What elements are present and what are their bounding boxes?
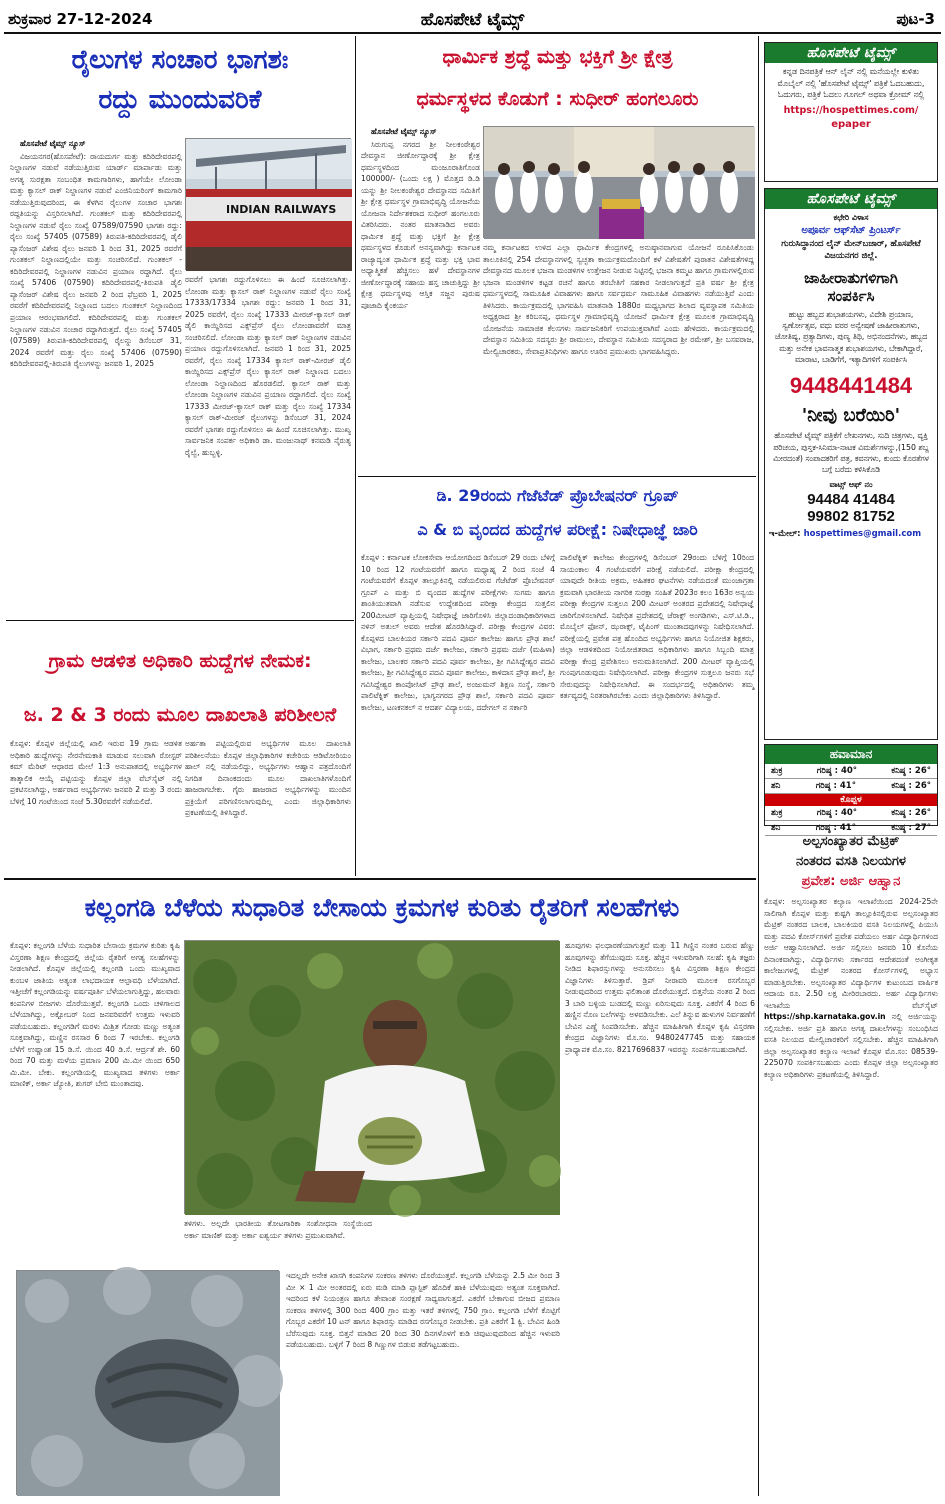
dharma-headline-2: ಧರ್ಮಸ್ಥಳದ ಕೊಡುಗೆ : ಸುಧೀರ್ ಹಂಗಲೂರು (416, 88, 699, 110)
phone-1[interactable]: 94484 41484 (807, 490, 895, 508)
masthead-title: ಹೊಸಪೇಟೆ ಟೈಮ್ಸ್ (420, 10, 525, 30)
hostel-headline-1: ಅಲ್ಪಸಂಖ್ಯಾತರ ಮೆಟ್ರಿಕ್ (802, 834, 900, 849)
dharma-body-col2: ನಮ್ಮ ಕರ್ನಾಟಕದ ಉಳಿದ ಎಲ್ಲಾ ಧಾರ್ಮಿಕ ಕೇಂದ್ರಗಳಲ್ಲಿ ಅನುಷ್ಠಾನವಾಗುವ ಯೋಜನೆ ರೂಪಿಸಿಕೊಂಡು ತಾಲೂಕಿನಲ್ಲಿ 254 ದೇವಸ್ಥಾನಗಳಲ್ಲಿ ಸ್ವಚ್ಛತಾ ಕಾರ್ಯಕ್ರಮದೊಂದಿಗೆ ಕಳೆ ವಿಶೇಷತೆಗೆ ಪುರಾತನ ವಿಶೇಷತೆಗಳಿದ್ದ ದೇವಸ್ಥಾನದ ಮೂಲಕ ಭಜನಾ ಮಂಡಳಿಗಳ ಉತ್ತೇಜನ ನೀಡುವ ನಿಟ್ಟಿನಲ್ಲಿ ಭಜನಾ ಕಮ್ಮಟ ಹಾಗೂ ಗ್ರಾಮಗಳಲ್ಲಿರುವ ಭಜನಾ ಮಂಡಳಿಗಳ ಕಟ್ಟಡ ರಚನೆ ಹಾಗೂ ತರಬೇತಿಗೆ ಸಹಕಾರ ನೀಡಲಾಗುತ್ತದೆ ಪ್ರತಿ ವರ್ಷ ಶ್ರೀ ಕ್ಷೇತ್ರ ಧರ್ಮಸ್ಥಳದಲ್ಲಿ ಸಾಮೂಹಿಕ ವಿವಾಹಗಳು ಹಾಗೂ ಸರ್ವಧರ್ಮ ಸಾಮೂಹಿಕ ವಿವಾಹಗಳು ನಡೆಯುತ್ತಿವೆ ಎಂದು ತಿಳಿಸಿದರು. ಕಾರ್ಯಕ್ರಮದಲ್ಲಿ ಭಾಗವಹಿಸಿ ಮಾತನಾಡಿ 1880ರ ಮಧ್ಯಭಾಗದ ಶಿಲಾದ ವ್ಯವಸ್ಥಾಪಕ ಸಮಿತಿಯ ಅಧ್ಯಕ್ಷರಾದ ಶ್ರೀ ಕರಿಬಸಪ್ಪ, ಧರ್ಮಸ್ಥಳ ಗ್ರಾಮಾಭಿವೃದ್ಧಿ ಯೋಜನೆ ಧಾರ್ಮಿಕ ಕ್ಷೇತ್ರ ಮೂಲಕ ಗ್ರಾಮಾಭಿವೃದ್ಧಿ ಯೋಜನೆಯ ಸಾಮಾಜಿಕ ಕೆಲಸಗಳು ಸಾರ್ವಜನಿಕರಿಗೆ ಉಪಯುಕ್ತವಾಗಿವೆ ಎಂದು ಹೇಳಿದರು. ಕಾರ್ಯಕ್ರಮದಲ್ಲಿ ದೇವಸ್ಥಾನ ಸಮಿತಿಯ ಸದಸ್ಯರು ಶ್ರೀ ರಾಮುಲು, ದೇವಸ್ಥಾನ ಸಮಿತಿಯ ಸದಸ್ಯರಾದ ಶ್ರೀ ರಮೇಶ್, ಶ್ರೀ ಬಸವರಾಜ, ಮೇಲ್ವಿಚಾರಕರು, ಸೇವಾಪ್ರತಿನಿಧಿಗಳು ಹಾಗೂ ಊರಿನ ಪ್ರಮುಖರು ಭಾಗವಹಿಸಿದ್ದರು. (483, 243, 754, 356)
epaper-ad (764, 42, 938, 182)
watermelon-field-photo (16, 1270, 279, 1495)
ad1-url-link[interactable]: https://hospettimes.com/ (783, 104, 919, 116)
melon-body-col2: ತಳಿಗಳು. ಅಲ್ಲದೇ ಭಾರತೀಯ ತೋಟಗಾರಿಕಾ ಸಂಶೋಧನಾ ಸಂಸ್ಥೆಯಿಂದ ಅರ್ಕಾ ಮಾಣಿಕ್ ಮತ್ತು ಅರ್ಕಾ ಐಶ್ವರ್ಯ ತಳಿಗಳು ಪ್ರಮುಖವಾಗಿವೆ. (184, 1219, 372, 1240)
header-date: ಶುಕ್ರವಾರ 27-12-2024 (8, 10, 153, 28)
exam-headline-1: ಡಿ. 29ರಂದು ಗೆಜೆಟೆಡ್ ಪ್ರೊಬೇಷನರ್ ಗ್ರೂಪ್ (436, 486, 679, 505)
email-link[interactable]: hospettimes@gmail.com (803, 528, 922, 539)
railway-photo (185, 138, 351, 270)
exam-body-col1: ಕೊಪ್ಪಳ : ಕರ್ನಾಟಕ ಲೋಕಸೇವಾ ಆಯೋಗದಿಂದ ಡಿಸೆಂಬರ್ 29 ರಂದು ಬೆಳಿಗ್ಗೆ 10 ರಿಂದ 12 ಗಂಟೆಯವರೆಗೆ ಹಾಗೂ ಮಧ್ಯಾಹ್ನ 2 ರಿಂದ ಸಂಜೆ 4 ಗಂಟೆಯವರೆಗೆ ಕೊಪ್ಪಳ ತಾಲ್ಲೂಕಿನಲ್ಲಿ ನಡೆಯಲಿರುವ ಗೆಜೆಟೆಡ್ ಪ್ರೊಬೇಷನರ್ ಗ್ರೂಪ್ ಎ ಮತ್ತು ಬಿ ವೃಂದದ ಹುದ್ದೆಗಳ ಪರೀಕ್ಷೆಗಳು ಸುಗಮ ಹಾಗೂ ಶಾಂತಿಯುತವಾಗಿ ನಡೆಸುವ ಉದ್ದೇಶದಿಂದ ಪರೀಕ್ಷಾ ಕೇಂದ್ರದ ಸುತ್ತಲಿನ 200ಮೀಟರ್ ವ್ಯಾಪ್ತಿಯಲ್ಲಿ ನಿಷೇಧಾಜ್ಞೆ ಜಾರಿಗೊಳಿಸಿ ಜಿಲ್ಲಾದಂಡಾಧಿಕಾರಿಗಳಾದ ನಳಿನ್ ಅತುಲ್ ಅವರು ಆದೇಶ ಹೊರಡಿಸಿದ್ದಾರೆ. ಪರೀಕ್ಷಾ ಕೇಂದ್ರಗಳ ವಿವರ: ಕೊಪ್ಪಳದ ಬಾಲಕಿಯರ ಸರ್ಕಾರಿ ಪದವಿ ಪೂರ್ವ ಕಾಲೇಜು ಹಾಗೂ ಪ್ರೌಢ ಶಾಲೆ ವಿಭಾಗ, ಸರ್ಕಾರಿ ಪ್ರಥಮ ದರ್ಜೆ ಕಾಲೇಜು, ಸರ್ಕಾರಿ ಪ್ರಥಮ ದರ್ಜೆ (ಮಹಿಳಾ) ಕಾಲೇಜು, ಬಾಲಕರ ಸರ್ಕಾರಿ ಪದವಿ ಪೂರ್ವ ಕಾಲೇಜು, ಶ್ರೀ ಗವಿಸಿದ್ದೇಶ್ವರ ಪದವಿ ಕಾಲೇಜು, ಶ್ರೀ ಗವಿಸಿದ್ದೇಶ್ವರ ಪದವಿ ಪೂರ್ವ ಕಾಲೇಜು, ಕಾಳಿದಾಸ ಪ್ರೌಢ ಶಾಲೆ, ಶ್ರೀ ಗವಿಸಿದ್ದೇಶ್ವರ ಕಾಂಪೋಸಿಟ್ ಪ್ರೌಢ ಶಾಲೆ, ಅಂಜುಮನ್ ಶಿಕ್ಷಣ ಸಂಸ್ಥೆ, ಸರ್ಕಾರಿ ಪಾಲಿಟೆಕ್ನಿಕ್ ಕಾಲೇಜು, ಭಾಗ್ಯನಗರದ ಪ್ರೌಢ ಶಾಲೆ, ಸರ್ಕಾರಿ ಪದವಿ ಪೂರ್ವ ಕಾಲೇಜು, ಟಣಕನಕಲ್ ನ ಆದರ್ಶ ವಿದ್ಯಾಲಯ, ದದೇಗಲ್ ನ ಸರ್ಕಾರಿ (361, 553, 555, 712)
ad1-epaper-link[interactable]: epaper (831, 118, 871, 130)
village-body-col1: ಕೊಪ್ಪಳ: ಕೊಪ್ಪಳ ಜಿಲ್ಲೆಯಲ್ಲಿ ಖಾಲಿ ಇರುವ 19 ಗ್ರಾಮ ಆಡಳಿತ ಅಧಿಕಾರಿ ಹುದ್ದೆಗಳನ್ನು ನೇರನೇಮಕಾತಿ ಮಾಡುವ ಸಲುವಾಗಿ ರೋಸ್ಟರ್ ಕಮ್ ಮೆರಿಟ್ ಆಧಾರದ ಮೇಲೆ 1:3 ಅನುಪಾತದಲ್ಲಿ ಅಭ್ಯರ್ಥಿಗಳ ತಾತ್ಕಾಲಿಕ ಆಯ್ಕೆ ಪಟ್ಟಿಯನ್ನು ಕೊಪ್ಪಳ ಜಿಲ್ಲಾ ವೆಬ್‌ಸೈಟ್ ನಲ್ಲಿ ಪ್ರಕಟಿಸಲಾಗಿದ್ದು, ಅರ್ಹರಾದ ಅಭ್ಯರ್ಥಿಗಳು ಜನವರಿ 2 ಮತ್ತು 3 ರಂದು ಬೆಳಿಗ್ಗೆ 10 ಗಂಟೆಯಿಂದ ಸಂಜೆ 5.30ರವರೆಗೆ ನಡೆಯಲಿದೆ. (10, 739, 182, 806)
village-headline-2: ಜ. 2 & 3 ರಂದು ಮೂಲ ದಾಖಲಾತಿ ಪರಿಶೀಲನೆ (23, 704, 337, 726)
whatsapp-label: ವಾಟ್ಸ್ ಆಫ್ ನಂ (829, 480, 873, 490)
melon-body-col3: ಇದಲ್ಲದೇ ಅನೇಕ ಖಾಸಗಿ ಕಂಪನಿಗಳ ಸಂಕರಣ ತಳಿಗಳು ದೊರೆಯುತ್ತವೆ. ಕಲ್ಲಂಗಡಿ ಬೆಳೆಯನ್ನು 2.5 ಮೀ ರಿಂದ 3 ಮೀ × 1 ಮೀ ಅಂತರದಲ್ಲಿ ಏರು ಮಡಿ ಮಾಡಿ ಪ್ಲಾಸ್ಟಿಕ್ ಹೊದಿಕೆ ಹಾಕಿ ಬೆಳೆಯುವುದು ಅತ್ಯಂತ ಸೂಕ್ತವಾಗಿದೆ. ಇದರಿಂದ ಕಳೆ ನಿಯಂತ್ರಣ ಹಾಗೂ ತೇವಾಂಶ ಸಂರಕ್ಷಣೆ ಸಾಧ್ಯವಾಗುತ್ತದೆ. ಎಕರೆಗೆ ಬೇಕಾಗುವ ಬೀಜದ ಪ್ರಮಾಣ ಸಂಕರಣ ತಳಿಗಳಲ್ಲಿ 300 ರಿಂದ 400 ಗ್ರಾಂ ಮತ್ತು ಇತರೆ ತಳಿಗಳಲ್ಲಿ 750 ಗ್ರಾಂ. ಕಲ್ಲಂಗಡಿ ಬೆಳೆಗೆ ಕೊಟ್ಟಿಗೆ ಗೊಬ್ಬರ ಎಕರೆಗೆ 10 ಟನ್ ಹಾಗೂ ಶಿಫಾರಸ್ಸು ಮಾಡಿದ ರಸಗೊಬ್ಬರ ನೀಡಬೇಕು. ಪ್ರತಿ ಎಕರೆಗೆ 1 ಕ್ವಿ. ಬೇವಿನ ಹಿಂಡಿ ಬೆರೆಸುವುದು ಸೂಕ್ತ. ಬಿತ್ತನೆ ಮಾಡಿದ 20 ರಿಂದ 30 ದಿನಗಳೊಳಗೆ ಕುಡಿ ಚಿವುಟುವುದರಿಂದ ಹೆಚ್ಚಿನ ಇಳುವರಿ ಪಡೆಯಬಹುದು. ಬಳ್ಳಿಗೆ 7 ರಿಂದ 8 ಗಿಣ್ಣುಗಳ ಬಿಡುವ ತಡೆಗಟ್ಟಬಹುದು. (286, 1271, 560, 1350)
slogan: 'ನೀವು ಬರೆಯಿರಿ' (801, 405, 901, 427)
dharma-headline-1: ಧಾರ್ಮಿಕ ಶ್ರದ್ಧೆ ಮತ್ತು ಭಕ್ತಿಗೆ ಶ್ರೀ ಕ್ಷೇತ್ರ (442, 46, 673, 68)
weather-row: ಶುಕ್ರ ಗರಿಷ್ಠ : 40° ಕನಿಷ್ಠ : 26° (765, 764, 937, 779)
hostel-headline-2: ನಂತರದ ವಸತಿ ನಿಲಯಗಳ (795, 854, 906, 869)
village-headline-1: ಗ್ರಾಮ ಆಡಳಿತ ಅಧಿಕಾರಿ ಹುದ್ದೆಗಳ ನೇಮಕ: (48, 650, 312, 672)
email-row (765, 525, 937, 539)
email-label: ಇ-ಮೇಲ್: (769, 528, 801, 539)
ad2-press: ಅಪೂರ್ವ ಆಫ್‌ಸೆಟ್ ಪ್ರಿಂಟರ್ಸ್ (801, 224, 901, 236)
weather-box (764, 744, 938, 833)
ad2-contact-heading: ಸಂಪರ್ಕಿಸಿ (827, 286, 875, 305)
phone-big[interactable]: 9448441484 (789, 373, 913, 399)
ad2-office: ಕಛೇರಿ ವಿಳಾಸ (833, 213, 869, 222)
farmer-melon-photo (184, 940, 559, 1214)
temple-ceremony-photo (483, 126, 754, 238)
rail-headline-2: ರದ್ದು ಮುಂದುವರಿಕೆ (98, 85, 262, 115)
melon-headline: ಕಲ್ಲಂಗಡಿ ಬೆಳೆಯ ಸುಧಾರಿತ ಬೇಸಾಯ ಕ್ರಮಗಳ ಕುರಿತು ರೈತರಿಗೆ ಸಲಹೆಗಳು (84, 893, 680, 922)
weather-title: ಹವಾಮಾನ (765, 745, 937, 764)
section-rule (6, 620, 354, 621)
melon-body-col4: ಹೂವುಗಳು ಫಲಧಾರಣೆಯಾಗುತ್ತವೆ ಮತ್ತು 11 ಗಿಣ್ಣಿನ ನಂತರ ಬರುವ ಹೆಣ್ಣು ಹೂವುಗಳನ್ನು ತೆಗೆಯುವುದು ಸೂಕ್ತ. ಹೆಚ್ಚಿನ ಇಳುವರಿಗಾಗಿ ಸಲಹೆ: ಕೃಷಿ ತಜ್ಞರು ನೀಡಿದ ಶಿಫಾರಸ್ಸುಗಳನ್ನು ಅನುಸರಿಸಲು ಕೃಷಿ ವಿಸ್ತರಣಾ ಶಿಕ್ಷಣ ಕೇಂದ್ರದ ವಿಜ್ಞಾನಿಗಳು ತಿಳಿಸುತ್ತಾರೆ. ಡ್ರಿಪ್ ನೀರಾವರಿ ಮೂಲಕ ರಸಗೊಬ್ಬರ ನೀಡುವುದರಿಂದ ಉತ್ತಮ ಫಲಿತಾಂಶ ದೊರೆಯುತ್ತದೆ. ಬಿತ್ತನೆಯ ನಂತರ 2 ರಿಂದ 3 ಬಾರಿ ಬಳ್ಳಿಯ ಬುಡದಲ್ಲಿ ಮಣ್ಣು ಏರಿಸುವುದು ಸೂಕ್ತ. ಎಕರೆಗೆ 4 ರಿಂದ 6 ಹಣ್ಣಿನ ನೊಣ ಬಲೆಗಳನ್ನು ಅಳವಡಿಸಬೇಕು. ಎಲೆ ತಿನ್ನುವ ಹುಳುಗಳ ನಿರ್ವಹಣೆಗೆ ಬೇವಿನ ಎಣ್ಣೆ ಸಿಂಪಡಿಸಬೇಕು. ಹೆಚ್ಚಿನ ಮಾಹಿತಿಗಾಗಿ ಕೊಪ್ಪಳ ಕೃಷಿ ವಿಸ್ತರಣಾ ಕೇಂದ್ರದ ವಿಜ್ಞಾನಿಗಳು ಮೊ.ಸಂ. 9480247745 ಮತ್ತು ಸಹಾಯಕ ಪ್ರಾಧ್ಯಾಪಕ ಮೊ.ಸಂ. 8217696837 ಇವರನ್ನು ಸಂಪರ್ಕಿಸಬಹುದಾಗಿದೆ. (565, 941, 755, 1054)
section-rule (358, 476, 756, 477)
exam-body-col2: ಪಾಲಿಟೆಕ್ನಿಕ್ ಕಾಲೇಜು ಕೇಂದ್ರಗಳಲ್ಲಿ ಡಿಸೆಂಬರ್ 29ರಂದು ಬೆಳಿಗ್ಗೆ 10ರಿಂದ ಸಾಯಂಕಾಲ 4 ಗಂಟೆಯವರೆಗೆ ಪರೀಕ್ಷೆ ನಡೆಯಲಿದೆ. ಪರೀಕ್ಷಾ ಕೇಂದ್ರದಲ್ಲಿ ಯಾವುದೇ ರೀತಿಯ ಅಕ್ರಮ, ಅಹಿತಕರ ಘಟನೆಗಳು ನಡೆಯದಂತೆ ಮುಂಜಾಗ್ರತಾ ಕ್ರಮವಾಗಿ ಭಾರತೀಯ ನಾಗರಿಕ ಸುರಕ್ಷಾ ಸಂಹಿತೆ 2023ರ ಕಲಂ 163ರ ಅನ್ವಯ ಪರೀಕ್ಷಾ ಕೇಂದ್ರಗಳ ಸುತ್ತಲೂ 200 ಮೀಟರ್ ಅಂತರದ ಪ್ರದೇಶದಲ್ಲಿ ನಿಷೇಧಾಜ್ಞೆ ಜಾರಿಗೊಳಿಸಲಾಗಿದೆ. ನಿಷೇಧಿತ ಪ್ರದೇಶದಲ್ಲಿ ಜೆರಾಕ್ಸ್ ಅಂಗಡಿಗಳು, ಎಸ್.ಟಿ.ಡಿ., ಮೊಬೈಲ್ ಫೋನ್, ಝರಾಕ್ಸ್, ಟೈಪಿಂಗ್ ಮುಂತಾದವುಗಳನ್ನು ನಿಷೇಧಿಸಲಾಗಿದೆ. ಪರೀಕ್ಷೆಯಲ್ಲಿ ಪ್ರವೇಶ ಪತ್ರ ಹೊಂದಿದ ಅಭ್ಯರ್ಥಿಗಳು ಹಾಗೂ ನಿಯೋಜಿತ ಶಿಕ್ಷಕರು, ಜಿಲ್ಲಾ ಆಡಳಿತದಿಂದ ನಿಯೋಜಿತರಾದ ಅಧಿಕಾರಿಗಳು ಹಾಗೂ ಸಿಬ್ಬಂದಿ ಮಾತ್ರ ಪರೀಕ್ಷಾ ಕೇಂದ್ರ ಪ್ರವೇಶಿಸಲು ಅನುಮತಿಸಲಾಗಿದೆ. 200 ಮೀಟರ್ ವ್ಯಾಪ್ತಿಯಲ್ಲಿ ಗುಂಪುಗೂಡುವುದು ನಿಷೇಧಿಸಲಾಗಿದೆ. ಪರೀಕ್ಷಾ ಕೇಂದ್ರಗಳ ಸುತ್ತಲೂ ಜನರು ಸಭೆ ಸೇರುವುದನ್ನು ನಿಷೇಧಿಸಲಾಗಿದೆ. ಈ ಸಂದರ್ಭದಲ್ಲಿ ಅಧಿಕಾರಿಗಳು ತಮ್ಮ ಕರ್ತವ್ಯದಲ್ಲಿ ನಿರತರಾಗಿರಬೇಕು ಎಂದು ಜಿಲ್ಲಾಧಿಕಾರಿಗಳು ತಿಳಿಸಿದ್ದಾರೆ. (560, 553, 754, 701)
phone-2[interactable]: 99802 81752 (807, 507, 895, 525)
column-divider (355, 36, 356, 876)
column-divider (758, 36, 759, 1496)
weather-row: ಶನಿ ಗರಿಷ್ಠ : 41° ಕನಿಷ್ಠ : 26° (765, 779, 937, 794)
hostel-url-link[interactable]: https://shp.karnataka.gov.in (764, 1012, 886, 1022)
contact-ad (764, 188, 938, 740)
dharma-body-col1: ಹೊಸಪೇಟೆ ಟೈಮ್ಸ್ ನ್ಯೂಸ್ ಸಿರುಗುಪ್ಪ ನಗರದ ಶ್ರೀ ನೀಲಕಂಠೇಶ್ವರ ದೇವಸ್ಥಾನ ಜೀರ್ಣೋದ್ಧಾರಕ್ಕೆ ಶ್ರೀ ಕ್ಷೇತ್ರ ಧರ್ಮಸ್ಥಳದಿಂದ ಮಂಜೂರಾತಿಗೊಂಡ 100000/- (ಒಂದು ಲಕ್ಷ ) ಮೊತ್ತದ ಡಿ.ಡಿ ಯನ್ನು ಶ್ರೀ ನೀಲಕಂಠೇಶ್ವರ ದೇವಸ್ಥಾನದ ಸಮಿತಿಗೆ ಶ್ರೀ ಕ್ಷೇತ್ರ ಧರ್ಮಸ್ಥಳ ಗ್ರಾಮಾಭಿವೃದ್ಧಿ ಯೋಜನೆಯ ಯೋಜನಾ ನಿರ್ದೇಶಕರಾದ ಸುಧೀರ್ ಹಂಗಲೂರು ವಿತರಿಸಿದರು. ನಂತರ ಮಾತನಾಡಿದ ಅವರು ಧಾರ್ಮಿಕ ಶ್ರದ್ಧೆ ಮತ್ತು ಭಕ್ತಿಗೆ ಶ್ರೀ ಕ್ಷೇತ್ರ ಧರ್ಮಸ್ಥಳದ ಕೊಡುಗೆ ಅನನ್ಯವಾಗಿದ್ದು ಕರ್ನಾಟಕ ರಾಜ್ಯಾದ್ಯಂತ ಧಾರ್ಮಿಕ ಶ್ರದ್ಧೆ ಮತ್ತು ಭಕ್ತಿ ಭಾವ ಅಧ್ಯಾತ್ಮಿಕತೆ ಹೆಚ್ಚಿಸಲು ಹಳೆ ದೇವಸ್ಥಾನಗಳ ಜೀರ್ಣೋದ್ಧಾರಕ್ಕೆ ಸಹಾಯ ಹಸ್ತ ಚಾಚುತ್ತಿದ್ದು ಶ್ರೀ ಕ್ಷೇತ್ರ ಧರ್ಮಸ್ಥಳವು ಆಸ್ತಿಕ ಸಜ್ಜನ ಪುರುಷ ಪೂಜಾದಿ ಕೈಂಕರ್ಯ (361, 127, 480, 310)
ad2-news-invite: ಹೊಸಪೇಟೆ ಟೈಮ್ಸ್ ಪತ್ರಿಕೆಗೆ ಲೇಖನಗಳು, ಸುದಿ ಚಿತ್ರಗಳು, ವ್ಯಕ್ತಿ ಪರಿಚಯ, ಪುಸ್ತಕ-ಸಿನಿಮಾ-ನಾಟಕ ವಿಮರ್ಶೆಗಳನ್ನು,(150 ಶಬ್ದ ಮೀರದಂತೆ) ಸಂಪಾದಕರಿಗೆ ಪತ್ರ, ಕವನಗಳು, ಕುಂದು ಕೊರತೆಗಳ ಬಗ್ಗೆ ಬರೆದು ಕಳಿಸಿಕೊಡಿ (773, 431, 929, 475)
rail-body-col1: ಹೊಸಪೇಟೆ ಟೈಮ್ಸ್ ನ್ಯೂಸ್ ವಿಜಯನಗರ(ಹೊಸಪೇಟೆ): ರಾಯದುರ್ಗ ಮತ್ತು ಕದಿರಿದೇವರಪಲ್ಲಿ ನಿಲ್ದಾಣಗಳ ನಡುವೆ ನಡೆಯುತ್ತಿರುವ ಯಾರ್ಡ್ ಮಾರ್ಪಾಡು ಮತ್ತು ಅಗತ್ಯ ಸುರಕ್ಷತಾ ಸಂಬಂಧಿತ ಕಾಮಗಾರಿಗಳು, ಹಾಗೆಯೇ ಲೋಂಡಾ ಮತ್ತು ಕ್ಯಾಸಲ್ ರಾಕ್ ನಿಲ್ದಾಣಗಳ ನಡುವೆ ಎಂಜಿನಿಯರಿಂಗ್ ಕಾಮಗಾರಿ ನಡೆಯುತ್ತಿರುವುದರಿಂದ, ಈ ಕೆಳಗಿನ ರೈಲುಗಳ ಸಂಚಾರ ಭಾಗಶಃ ರದ್ದತಿಯನ್ನು ವಿಸ್ತರಿಸಲಾಗಿದೆ. ಗುಂತಕಲ್ ಮತ್ತು ಕದಿರಿದೇವರಪಲ್ಲಿ ನಿಲ್ದಾಣಗಳ ನಡುವೆ ರೈಲು ಸಂಖ್ಯೆ 07589/07590 ಭಾಗಶಃ ರದ್ದು: ರೈಲು ಸಂಖ್ಯೆ 57405 (07589) ತಿರುಪತಿ-ಕದಿರಿದೇವರಪಲ್ಲಿ ಡೈಲಿ ಪ್ಯಾಸೆಂಜರ್ ವಿಶೇಷ ರೈಲು ಜನವರಿ 1 ರಿಂದ 31, 2025 ರವರೆಗೆ ಗುಂತಕಲ್ ನಿಲ್ದಾಣದಲ್ಲಿಯೇ ಮತ್ತು ಸಂಚರಿಸಲಿದೆ. ಗುಂತಕಲ್ - ಕದಿರಿದೇವರಪಲ್ಲಿ ನಿಲ್ದಾಣಗಳ ನಡುವಿನ ಪ್ರಯಾಣ ರದ್ದಾಗಿದೆ. ರೈಲು ಸಂಖ್ಯೆ 57406 (07590) ಕದಿರಿದೇವರಪಲ್ಲಿ-ತಿರುಪತಿ ಡೈಲಿ ಪ್ಯಾಸೆಂಜರ್ ವಿಶೇಷ ರೈಲು ಜನವರಿ 2 ರಿಂದ ಫೆಬ್ರವರಿ 1, 2025 ರವರೆಗೆ ಕದಿರಿದೇವರಪಲ್ಲಿ ನಿಲ್ದಾಣದ ಬದಲು ಗುಂತಕಲ್ ನಿಲ್ದಾಣದಿಂದ ಪ್ರಯಾಣ ಆರಂಭವಾಗಲಿದೆ. ಕದಿರಿದೇವರಪಲ್ಲಿ ಮತ್ತು ಗುಂತಕಲ್ ನಿಲ್ದಾಣಗಳ ನಡುವಿನ ಸಂಚಾರ ರದ್ದಾಗಿರುತ್ತದೆ. ರೈಲು ಸಂಖ್ಯೆ 57405 (07589) ತಿರುಪತಿ-ಕದಿರಿದೇವರಪಲ್ಲಿ ರೈಲನ್ನು ಡಿಸೆಂಬರ್ 31, 2024 ರವರೆಗೆ ಮತ್ತು ರೈಲು ಸಂಖ್ಯೆ 57406 (07590) ಕದಿರಿದೇವರಪಲ್ಲಿ-ತಿರುಪತಿ ರೈಲುಗಳನ್ನು ಜನವರಿ 1, 2025 (10, 139, 182, 369)
weather-row: ಶನಿ ಗರಿಷ್ಠ : 41° ಕನಿಷ್ಠ : 27° (765, 821, 937, 836)
header-rule (4, 32, 941, 34)
ad1-text: ಕನ್ನಡ ದಿನಪತ್ರಿಕೆ ಆನ್ ಲೈನ್ ನಲ್ಲಿ ಮನೆಯಲ್ಲೇ ಕುಳಿತು ಮೊಬೈಲ್ ನಲ್ಲಿ 'ಹೊಸಪೇಟೆ ಟೈಮ್ಸ್' ಪತ್ರಿಕೆ ಓದಬಹುದು, ಓದುಗರು, ಪತ್ರಿಕೆ ಓದಲು ಗೂಗಲ್ ಅಥವಾ ಕ್ರೋಮ್ ನಲ್ಲಿ (777, 67, 925, 100)
weather-row: ಶುಕ್ರ ಗರಿಷ್ಠ : 40° ಕನಿಷ್ಠ : 26° (765, 806, 937, 821)
hostel-body: ಕೊಪ್ಪಳ: ಅಲ್ಪಸಂಖ್ಯಾತರ ಕಲ್ಯಾಣ ಇಲಾಖೆಯಿಂದ 2024-25ನೇ ಸಾಲಿಗಾಗಿ ಕೊಪ್ಪಳ ಮತ್ತು ಕುಷ್ಟಗಿ ತಾಲ್ಲೂಕಿನಲ್ಲಿರುವ ಅಲ್ಪಸಂಖ್ಯಾತರ ಮೆಟ್ರಿಕ್ ನಂತರದ ಬಾಲಕ, ಬಾಲಕಿಯರ ವಸತಿ ನಿಲಯಗಳಲ್ಲಿ ಪಿಯುಸಿ ಮತ್ತು ಪದವಿ ಕೋರ್ಸ್‌ಗಳಿಗೆ ಪ್ರವೇಶ ಪಡೆಯಲು ಅರ್ಹ ವಿದ್ಯಾರ್ಥಿಗಳಿಂದ ಅರ್ಜಿ ಆಹ್ವಾನಿಸಲಾಗಿದೆ. ಅರ್ಜಿ ಸಲ್ಲಿಸಲು ಜನವರಿ 10 ಕೊನೆಯ ದಿನಾಂಕವಾಗಿದ್ದು, ವಿದ್ಯಾರ್ಥಿಗಳು ಸರ್ಕಾರದ ಆದೇಶದಂತೆ ಅಂಗೀಕೃತ ಕಾಲೇಜುಗಳಲ್ಲಿ ಮೆಟ್ರಿಕ್ ನಂತರದ ಕೋರ್ಸ್‌ಗಳಲ್ಲಿ ಅಭ್ಯಾಸ ಮಾಡುತ್ತಿರಬೇಕು. ಅಲ್ಪಸಂಖ್ಯಾತರ ವಿದ್ಯಾರ್ಥಿಗಳ ಕುಟುಂಬದ ವಾರ್ಷಿಕ ಆದಾಯ ರೂ. 2.50 ಲಕ್ಷ ಮೀರಿರಬಾರದು. ಅರ್ಹ ವಿದ್ಯಾರ್ಥಿಗಳು ಇಲಾಖೆಯ ವೆಬ್‌ಸೈಟ್ https://shp.karnataka.gov.in ನಲ್ಲಿ ಅರ್ಜಿಯನ್ನು ಸಲ್ಲಿಸಬೇಕು. ಅರ್ಜಿ ಪ್ರತಿ ಹಾಗೂ ಅಗತ್ಯ ದಾಖಲೆಗಳನ್ನು ಸಂಬಂಧಿಸಿದ ವಸತಿ ನಿಲಯದ ಮೇಲ್ವಿಚಾರಕರಿಗೆ ಸಲ್ಲಿಸಬೇಕು. ಹೆಚ್ಚಿನ ಮಾಹಿತಿಗಾಗಿ ಜಿಲ್ಲಾ ಅಲ್ಪಸಂಖ್ಯಾತರ ಕಲ್ಯಾಣ ಇಲಾಖೆ ಕೊಪ್ಪಳ ಮೊ.ಸಂ: 08539-225070 ಸಂಪರ್ಕಿಸಬಹುದು ಎಂದು ಕೊಪ್ಪಳ ಜಿಲ್ಲಾ ಅಲ್ಪಸಂಖ್ಯಾತರ ಕಲ್ಯಾಣ ಅಧಿಕಾರಿಗಳು ಪ್ರಕಟಣೆಯಲ್ಲಿ ತಿಳಿಸಿದ್ದಾರೆ. (764, 897, 938, 1079)
ad1-title: ಹೊಸಪೇಟೆ ಟೈಮ್ಸ್ (765, 43, 937, 63)
section-rule (4, 878, 756, 880)
exam-headline-2: ಎ & ಬಿ ವೃಂದದ ಹುದ್ದೆಗಳ ಪರೀಕ್ಷೆ: ನಿಷೇಧಾಜ್ಞೆ ಜಾರಿ (417, 520, 698, 539)
page-number: ಪುಟ-3 (896, 10, 935, 28)
ad2-address: ಗುರುಸಿದ್ಧಾನಂದ ಲೈನ್ ಮೇನ್‌ಬಜಾರ್, ಹೊಸಪೇಟೆ ವಿಜಯನಗರ ಜಿಲ್ಲೆ. (781, 239, 921, 262)
hostel-headline-3: ಪ್ರವೇಶ: ಅರ್ಜಿ ಆಹ್ವಾನ (801, 874, 901, 889)
ad2-title: ಹೊಸಪೇಟೆ ಟೈಮ್ಸ್ (765, 189, 937, 209)
ad2-services-list: ಹುಟ್ಟು ಹಬ್ಬದ ಶುಭಾಶಯಗಳು, ವಿದೇಶಿ ಪ್ರಯಾಣ, ಸ್ವರ್ಣೋತ್ಸವ, ವಧು ವರರ ಅನ್ವೇಷಣೆ ಜಾಹೀರಾತುಗಳು, ಜೋತಿಷ್ಯ, ಪ್ರತ್ಯಾದಿಗಳು, ಪುಣ್ಯ ತಿಥಿ, ಅಭಿನಂದನೆಗಳು, ಹಬ್ಬದ ಮತ್ತು ಅನೇಕ ಭಾವನಾತ್ಮಕ ಶುಭಾಶಯಗಳು, ಬೇಕಾಗಿದ್ದಾರೆ, ಮಾರಾಟ, ಬಾಡಿಗೆಗೆ, ಇತ್ಯಾದಿಗಳಿಗೆ ಸಂಪರ್ಕಿಸಿ (774, 309, 928, 364)
ad2-ads-heading: ಜಾಹೀರಾತುಗಳಿಗಾಗಿ (804, 268, 898, 287)
melon-body-col1: ಕೊಪ್ಪಳ: ಕಲ್ಲಂಗಡಿ ಬೆಳೆಯ ಸುಧಾರಿತ ಬೇಸಾಯ ಕ್ರಮಗಳ ಕುರಿತು ಕೃಷಿ ವಿಸ್ತರಣಾ ಶಿಕ್ಷಣ ಕೇಂದ್ರದಲ್ಲಿ ಜಿಲ್ಲೆಯ ರೈತರಿಗೆ ಅಗತ್ಯ ಸಲಹೆಗಳನ್ನು ನೀಡಲಾಗಿದೆ. ಕೊಪ್ಪಳ ಜಿಲ್ಲೆಯಲ್ಲಿ ಕಲ್ಲಂಗಡಿ ಒಂದು ಮುಖ್ಯವಾದ ಕುಂಬಳ ಜಾತಿಯ ಅತ್ಯಂತ ಲಾಭದಾಯಕ ಆಲ್ಪಾವಧಿ ಬೆಳೆಯಾಗಿದೆ. ಇತ್ತೀಚೆಗೆ ಕಲ್ಲಂಗಡಿಯನ್ನು ವರ್ಷಪೂರ್ತಿ ಬೆಳೆಯಲಾಗುತ್ತಿದ್ದು, ಹಲವಾರು ಕಂಪನಿಗಳ ಬೀಜಗಳು ದೊರೆಯುತ್ತವೆ. ಕಲ್ಲಂಗಡಿ ಒಂದು ಚಳಿಗಾಲದ ಬೆಳೆಯಾಗಿದ್ದು, ಅಕ್ಟೋಬರ್ ನಿಂದ ಜನವರಿವರೆಗೆ ಉತ್ತಮ ಇಳುವರಿ ಪಡೆಯಬಹುದು. ಕಲ್ಲಂಗಡಿಗೆ ಮರಳು ಮಿಶ್ರಿತ ಗೋಡು ಮಣ್ಣು ಅತ್ಯಂತ ಸೂಕ್ತವಾಗಿದ್ದು, ಮಣ್ಣಿನ ರಸಸಾರ 6 ರಿಂದ 7 ಇರಬೇಕು. ಕಲ್ಲಂಗಡಿ ಬೆಳೆಗೆ ಉಷ್ಣಾಂಶ 15 ಡಿ.ಸೆ. ಯಿಂದ 40 ಡಿ.ಸೆ. ಆರ್ದ್ರತೆ ಶೇ. 60 ರಿಂದ 70 ಮತ್ತು ಮಳೆಯ ಪ್ರಮಾಣ 200 ಮಿ.ಮೀ ಯಿಂದ 650 ಮಿ.ಮೀ. ಬೇಕು. ಕಲ್ಲಂಗಡಿಯಲ್ಲಿ ಮುಖ್ಯವಾದ ತಳಿಗಳು ಅರ್ಕಾ ಮಾಣಿಕ್, ಅರ್ಕಾ ಜ್ಯೋತಿ, ಶುಗರ್ ಬೇಬಿ ಮುಂತಾದವು. (10, 941, 180, 1089)
rail-body-col2: ರವರೆಗೆ ಭಾಗಶಃ ರದ್ದುಗೊಳಿಸಲು ಈ ಹಿಂದೆ ಸೂಚಿಸಲಾಗಿತ್ತು. ಲೋಂಡಾ ಮತ್ತು ಕ್ಯಾಸಲ್ ರಾಕ್ ನಿಲ್ದಾಣಗಳ ನಡುವೆ ರೈಲು ಸಂಖ್ಯೆ 17333/17334 ಭಾಗಶಃ ರದ್ದು: ಜನವರಿ 1 ರಿಂದ 31, 2025 ರವರೆಗೆ, ರೈಲು ಸಂಖ್ಯೆ 17333 ಮೀರಜ್-ಕ್ಯಾಸಲ್ ರಾಕ್ ಡೈಲಿ ಕಾಯ್ದಿರಿಸದ ಎಕ್ಸ್‌ಪ್ರೆಸ್ ರೈಲು ಲೋಂಡಾವರೆಗೆ ಮಾತ್ರ ಸಂಚರಿಸಲಿದೆ. ಲೋಂಡಾ ಮತ್ತು ಕ್ಯಾಸಲ್ ರಾಕ್ ನಿಲ್ದಾಣಗಳ ನಡುವಿನ ಪ್ರಯಾಣ ರದ್ದುಗೊಳಿಸಲಾಗಿದೆ. ಜನವರಿ 1 ರಿಂದ 31, 2025 ರವರೆಗೆ, ರೈಲು ಸಂಖ್ಯೆ 17334 ಕ್ಯಾಸಲ್ ರಾಕ್-ಮೀರಜ್ ಡೈಲಿ ಕಾಯ್ದಿರಿಸದ ಎಕ್ಸ್‌ಪ್ರೆಸ್ ರೈಲು ಕ್ಯಾಸಲ್ ರಾಕ್ ನಿಲ್ದಾಣದ ಬದಲು ಲೋಂಡಾ ನಿಲ್ದಾಣದಿಂದ ಹೊರಡಲಿದೆ. ಕ್ಯಾಸಲ್ ರಾಕ್ ಮತ್ತು ಲೋಂಡಾ ನಿಲ್ದಾಣಗಳ ನಡುವಿನ ಪ್ರಯಾಣ ರದ್ದಾಗಲಿದೆ. ರೈಲು ಸಂಖ್ಯೆ 17333 ಮೀರಜ್-ಕ್ಯಾಸಲ್ ರಾಕ್ ಮತ್ತು ರೈಲು ಸಂಖ್ಯೆ 17334 ಕ್ಯಾಸಲ್ ರಾಕ್-ಮೀರಜ್ ರೈಲುಗಳನ್ನು ಡಿಸೆಂಬರ್ 31, 2024 ರವರೆಗೆ ಭಾಗಶಃ ರದ್ದುಗೊಳಿಸಲು ಈ ಹಿಂದೆ ಸೂಚಿಸಲಾಗಿತ್ತು. ಮುಖ್ಯ ಸಾರ್ವಜನಿಕ ಸಂಪರ್ಕ ಅಧಿಕಾರಿ ಡಾ. ಮಂಜುನಾಥ್ ಕನಮಡಿ ನೈರುತ್ಯ ರೈಲ್ವೆ, ಹುಬ್ಬಳ್ಳಿ. (185, 275, 351, 457)
weather-subtitle: ಕೊಪ್ಪಳ (765, 794, 937, 806)
village-body-col2: ಅರ್ಹತಾ ಪಟ್ಟಿಯಲ್ಲಿರುವ ಅಭ್ಯರ್ಥಿಗಳ ಮೂಲ ದಾಖಲಾತಿ ಪರಿಶೀಲನೆಯು ಕೊಪ್ಪಳ ಜಿಲ್ಲಾಧಿಕಾರಿಗಳ ಕಚೇರಿಯ ಆಡಿಟೋರಿಯಂ ಹಾಲ್ ನಲ್ಲಿ ನಡೆಯಲಿದ್ದು, ಅಭ್ಯರ್ಥಿಗಳು ಆಹ್ವಾನ ಪತ್ರದೊಂದಿಗೆ ನಿಗದಿತ ದಿನಾಂಕದಂದು ಮೂಲ ದಾಖಲಾತಿಗಳೊಂದಿಗೆ ಹಾಜರಾಗಬೇಕು. ಗೈರು ಹಾಜರಾದ ಅಭ್ಯರ್ಥಿಗಳನ್ನು ಮುಂದಿನ ಪ್ರಕ್ರಿಯೆಗೆ ಪರಿಗಣಿಸಲಾಗುವುದಿಲ್ಲ ಎಂದು ಜಿಲ್ಲಾಧಿಕಾರಿಗಳು ಪ್ರಕಟಣೆಯಲ್ಲಿ ತಿಳಿಸಿದ್ದಾರೆ. (185, 739, 351, 818)
rail-headline-1: ರೈಲುಗಳ ಸಂಚಾರ ಭಾಗಶಃ (71, 45, 289, 75)
railway-sign-text: INDIAN RAILWAYS (226, 203, 337, 216)
